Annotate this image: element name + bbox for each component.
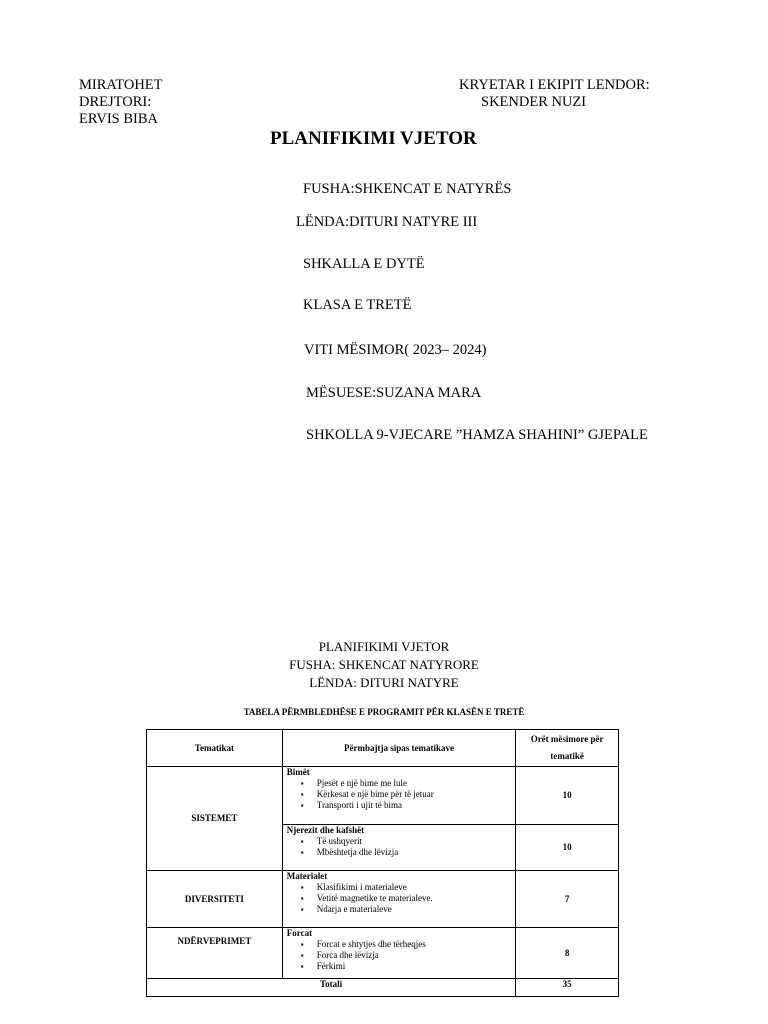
list-item: ▪ Kërkesat e një bime për të jetuar xyxy=(317,789,511,800)
theme-cell: DIVERSITETI xyxy=(147,871,283,928)
topic-list xyxy=(287,778,511,811)
program-summary-table xyxy=(146,729,619,997)
list-item: ▪ Vetitë magnetike te materialeve. xyxy=(317,893,511,904)
theme-cell: SISTEMET xyxy=(147,767,283,871)
list-item: ▪ Pjesët e një bime me lule xyxy=(317,778,511,789)
section-title: PLANIFIKIMI VJETOR xyxy=(318,639,450,654)
approval-block xyxy=(79,77,163,128)
list-item: ▪ Të ushqyerit xyxy=(317,836,511,847)
section-field: FUSHA: SHKENCAT NATYRORE xyxy=(289,657,479,672)
header-hours xyxy=(516,730,619,767)
header-hours-line1: Orët mësimore për xyxy=(530,734,604,744)
topic-label: Njerezit dhe kafshët xyxy=(286,825,365,835)
grade: KLASA E TRETË xyxy=(303,297,412,313)
director-label: DREJTORI: xyxy=(79,94,152,110)
topic-label: Bimët xyxy=(286,767,310,777)
content-cell xyxy=(282,767,515,825)
team-leader-label: KRYETAR I EKIPIT LENDOR: xyxy=(459,77,650,93)
hours-cell: 8 xyxy=(516,928,619,979)
list-item: ▪ Forca dhe lëvizja xyxy=(317,950,511,961)
hours-cell: 7 xyxy=(516,871,619,928)
list-item: ▪ Fërkimi xyxy=(317,961,511,972)
topic-list xyxy=(287,882,511,915)
team-leader-name: SKENDER NUZI xyxy=(481,94,587,110)
list-item: ▪ Transporti i ujit të bima xyxy=(317,800,511,811)
list-item: ▪ Ndarja e materialeve xyxy=(317,904,511,915)
director-name: ERVIS BIBA xyxy=(79,111,158,127)
header-themes: Tematikat xyxy=(147,730,283,767)
approval-label: MIRATOHET xyxy=(79,77,163,93)
total-label: Totali xyxy=(147,979,516,997)
table-row xyxy=(147,767,619,825)
table-row xyxy=(147,928,619,979)
total-row xyxy=(147,979,619,997)
topic-list xyxy=(287,836,511,858)
header-hours-line2: tematikë xyxy=(550,751,584,761)
topic-list xyxy=(287,939,511,972)
table-row xyxy=(147,871,619,928)
table-header-row xyxy=(147,730,619,767)
teacher: MËSUESE:SUZANA MARA xyxy=(306,385,482,401)
hours-cell: 10 xyxy=(516,767,619,825)
section-subject: LËNDA: DITURI NATYRE xyxy=(309,675,459,690)
table-caption: TABELA PËRMBLEDHËSE E PROGRAMIT PËR KLASËN E TRETË xyxy=(243,707,525,717)
total-value: 35 xyxy=(516,979,619,997)
level: SHKALLA E DYTË xyxy=(303,256,425,272)
topic-label: Forcat xyxy=(286,928,313,938)
content-cell xyxy=(282,928,515,979)
content-cell xyxy=(282,871,515,928)
page-title: PLANIFIKIMI VJETOR xyxy=(270,128,477,149)
subject: LËNDA:DITURI NATYRE III xyxy=(296,214,478,230)
list-item: ▪ Mbështetja dhe lëvizja xyxy=(317,847,511,858)
school-year: VITI MËSIMOR( 2023– 2024) xyxy=(304,342,487,358)
content-cell xyxy=(282,825,515,871)
field-of-study: FUSHA:SHKENCAT E NATYRËS xyxy=(303,181,512,197)
list-item: ▪ Forcat e shtytjes dhe tërheqjes xyxy=(317,939,511,950)
school-name: SHKOLLA 9-VJECARE ”HAMZA SHAHINI” GJEPALE xyxy=(306,427,648,443)
topic-label: Materialet xyxy=(286,871,328,881)
theme-cell: NDËRVEPRIMET xyxy=(147,928,283,979)
list-item: ▪ Klasifikimi i materialeve xyxy=(317,882,511,893)
header-content: Përmbajtja sipas tematikave xyxy=(282,730,515,767)
hours-cell: 10 xyxy=(516,825,619,871)
